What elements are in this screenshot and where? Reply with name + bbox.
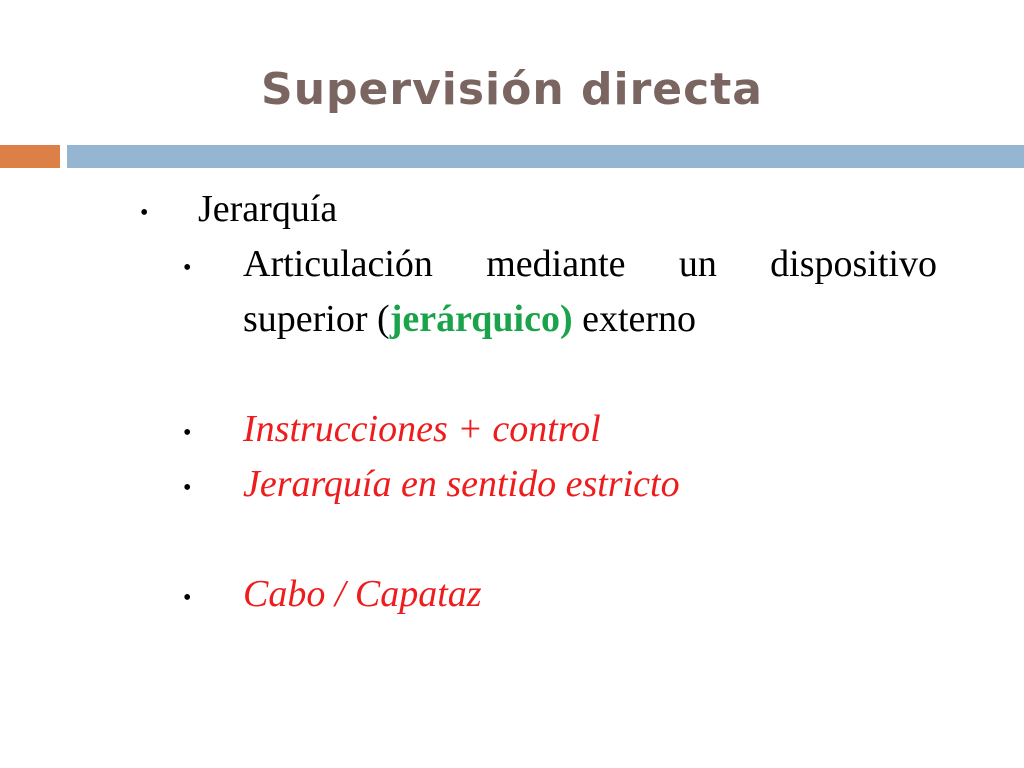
highlight-jerarquico: jerárquico)	[389, 298, 573, 340]
word-articulacion: Articulación	[243, 243, 433, 285]
bullet-level2-item3: •	[183, 475, 192, 501]
word-mediante: mediante	[486, 243, 626, 285]
bullet-level2-item1: •	[183, 255, 192, 281]
bullet-level1: •	[140, 200, 149, 226]
line2-post: externo	[572, 298, 697, 340]
word-dispositivo: dispositivo	[770, 243, 937, 285]
bullet-level2-item4: •	[183, 585, 192, 611]
line2-pre: superior (	[243, 298, 390, 340]
level2-item1-line2	[243, 296, 696, 342]
level2-item-instrucciones: Instrucciones + control	[243, 408, 601, 450]
level2-item1-line1	[243, 241, 937, 287]
slide-title: Supervisión directa	[261, 64, 763, 115]
word-un: un	[678, 243, 717, 285]
level1-item-jerarquia: Jerarquía	[198, 188, 338, 230]
level2-item-cabo-capataz: Cabo / Capataz	[243, 573, 482, 615]
level2-item-jerarquia-estricto: Jerarquía en sentido estricto	[243, 463, 680, 505]
bullet-level2-item2: •	[183, 420, 192, 446]
